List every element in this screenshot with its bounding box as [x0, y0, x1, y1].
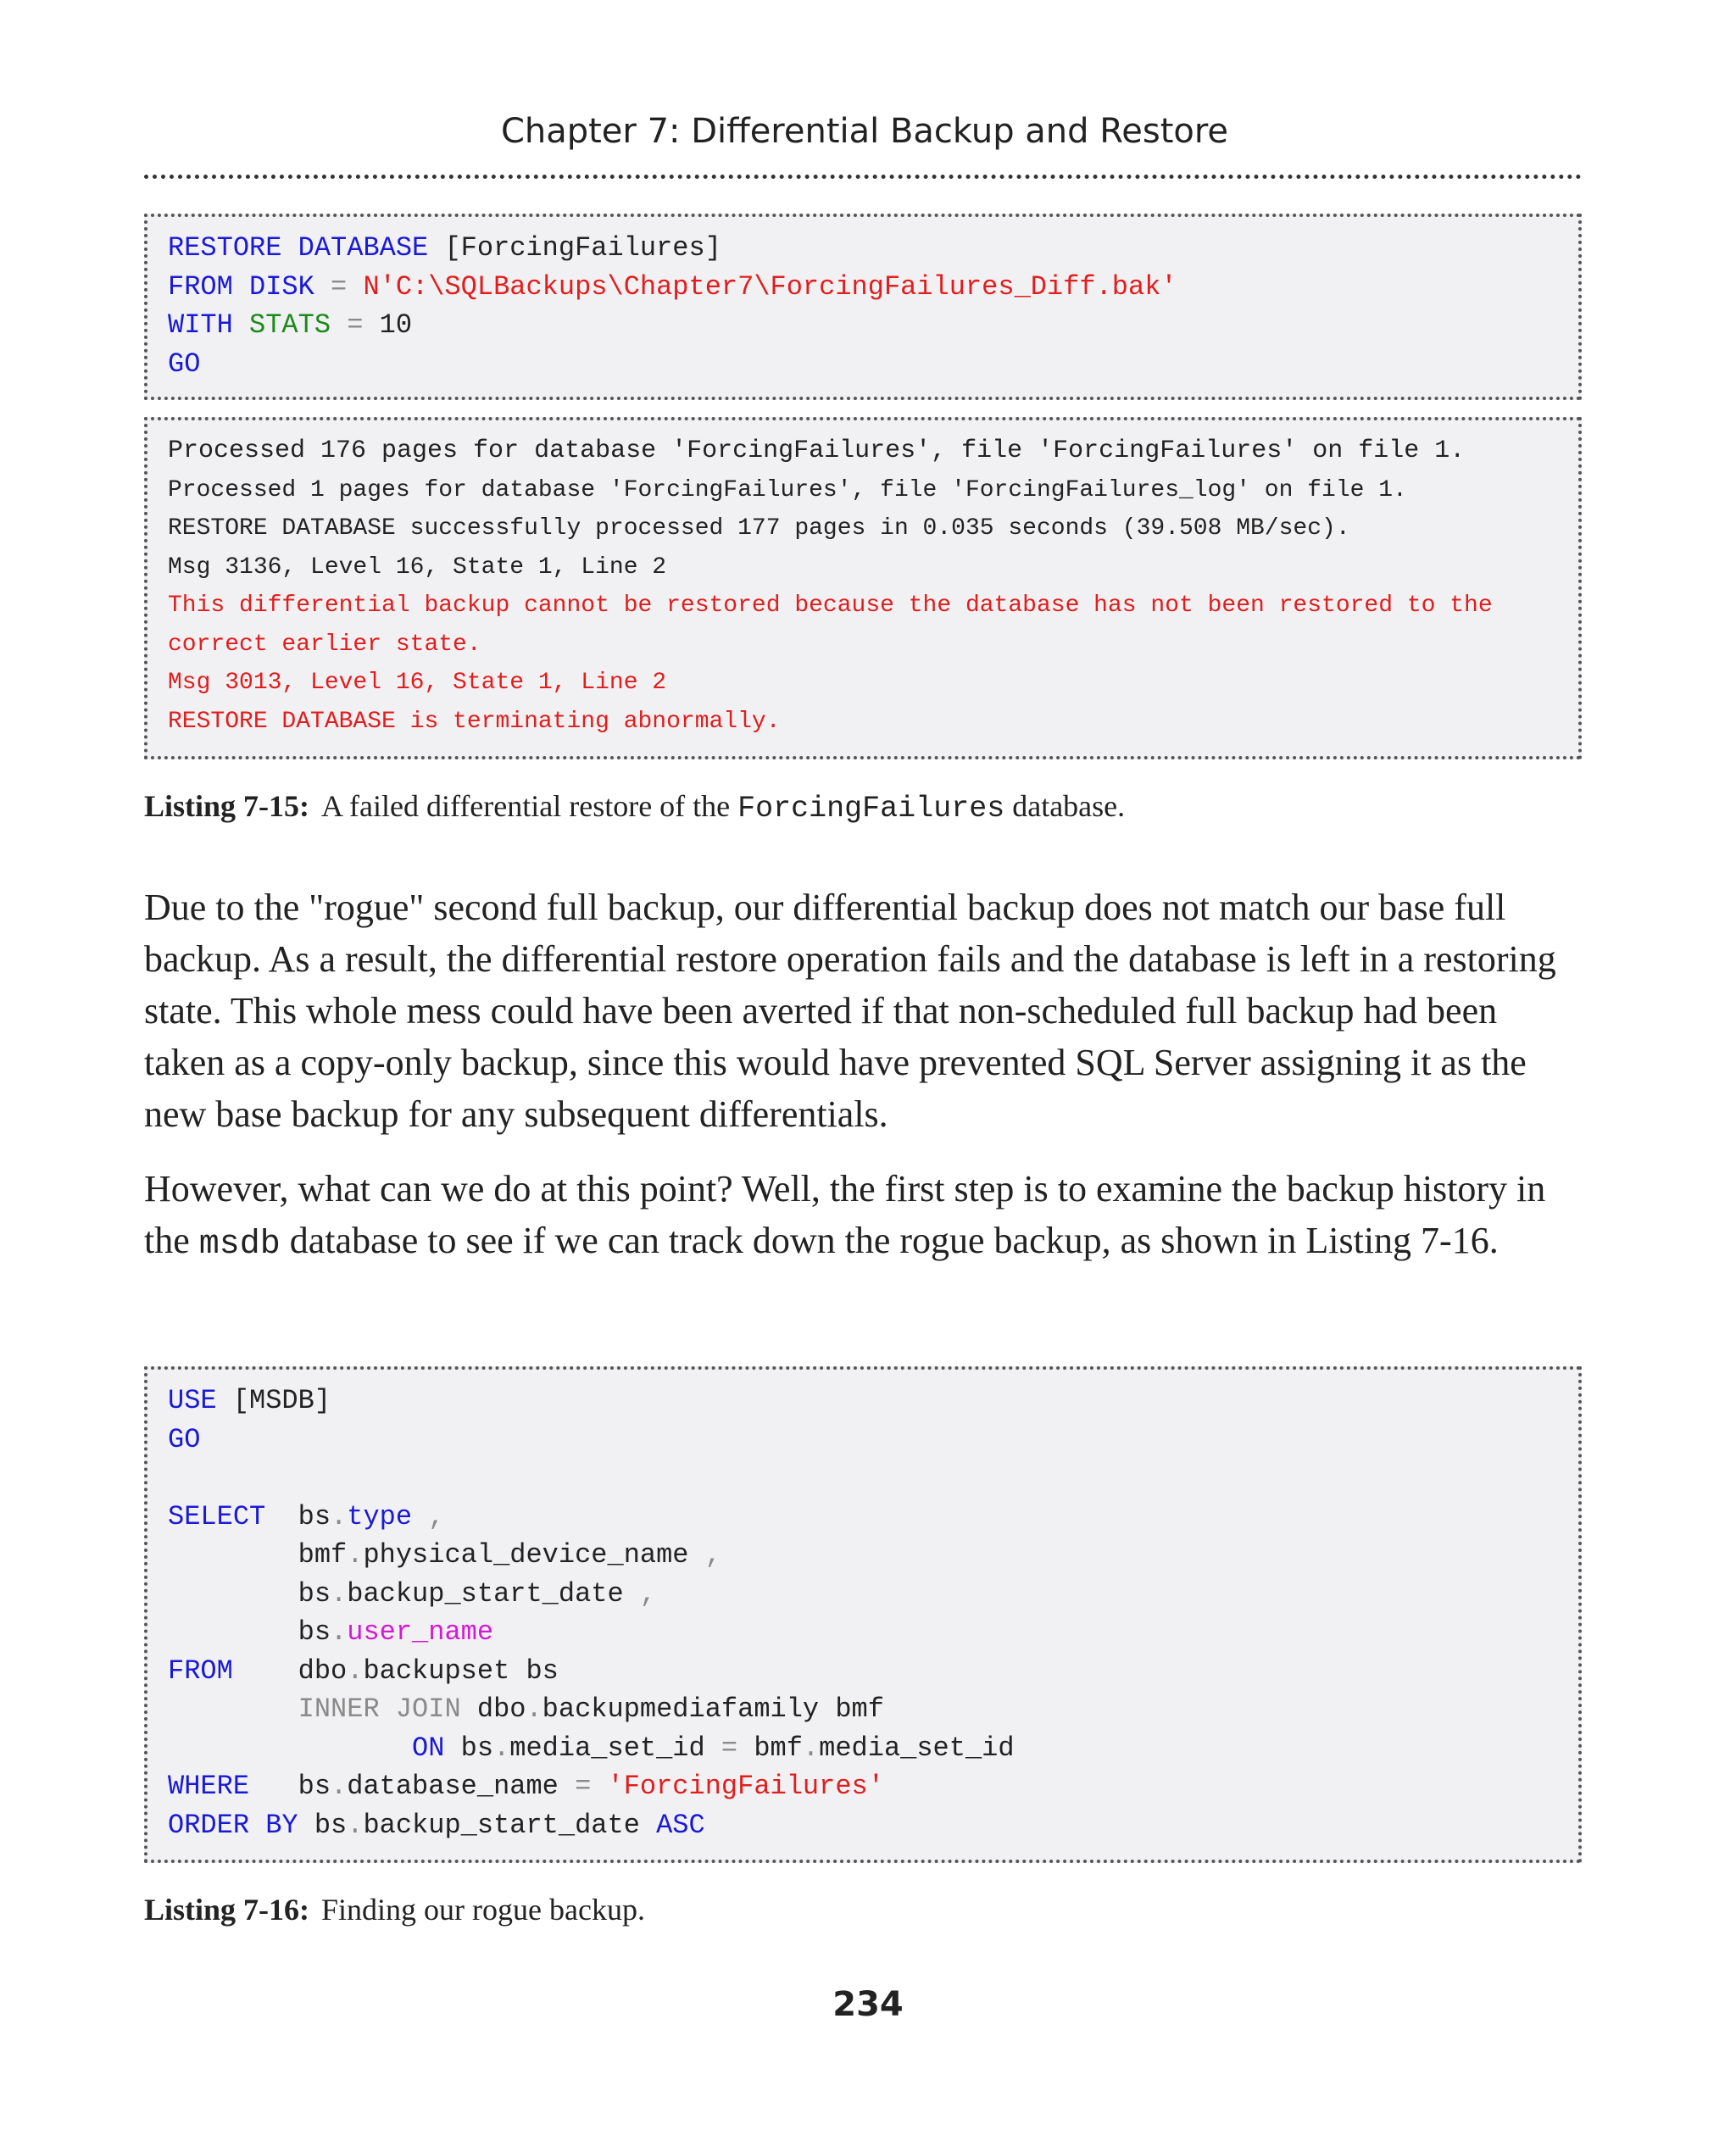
code-token: ,: [412, 1500, 445, 1532]
code-line: [168, 1536, 1578, 1575]
output-line: correct earlier state.: [168, 631, 481, 658]
code-line: [168, 1575, 1578, 1614]
output-line: This differential backup cannot be restored because the database has not been restored to the: [168, 592, 1493, 619]
code-line: [168, 1613, 1578, 1652]
code-token: bmf: [168, 1539, 348, 1571]
code-token: dbo: [460, 1693, 526, 1725]
inline-code: msdb: [198, 1226, 281, 1264]
code-token: [233, 309, 249, 341]
code-token: .: [347, 1809, 364, 1841]
body-paragraph-2: [144, 1163, 1585, 1271]
page-number: 234: [832, 1985, 904, 2024]
code-token: bs: [444, 1732, 494, 1764]
code-token: FROM DISK: [168, 270, 314, 303]
code-token: backup_start_date: [363, 1809, 640, 1841]
code-token: media_set_id: [509, 1732, 705, 1764]
code-token: ,: [688, 1539, 721, 1571]
code-token: [640, 1810, 656, 1841]
code-token: =: [314, 270, 364, 303]
code-line: [168, 268, 1578, 307]
code-token: GO: [168, 1423, 201, 1455]
code-token: database_name: [347, 1771, 559, 1802]
caption-text: Finding our rogue backup.: [321, 1893, 645, 1927]
code-token: ORDER BY: [168, 1809, 298, 1841]
paragraph-text: However, what can we do at this point? Well, the first step is to examine the backup history in the: [144, 1168, 1546, 1261]
code-token: .: [802, 1732, 820, 1764]
code-token: physical_device_name: [363, 1539, 689, 1571]
code-token: STATS: [249, 309, 331, 341]
code-line: [168, 306, 1578, 345]
code-token: bs: [168, 1577, 331, 1610]
listing-7-15-code-block: [144, 214, 1582, 400]
body-paragraph-1: Due to the "rogue" second full backup, our differential backup does not match our base full backup. As a result, the differential restore operation fails and the database is left in a restoring state. This whole mess could have been averted if that non-scheduled full backup had been taken as a copy-only backup, since this would have prevented SQL Server assigning it as the new base backup for any subsequent differentials.: [144, 887, 1556, 1135]
code-token: N'C:\SQLBackups\Chapter7\ForcingFailures_Diff.bak': [363, 270, 1177, 303]
code-token: 10: [379, 309, 413, 341]
code-token: RESTORE DATABASE: [168, 232, 429, 264]
code-line: [168, 1652, 1578, 1691]
code-token: =: [558, 1771, 608, 1802]
caption-label: Listing 7-16:: [144, 1893, 310, 1927]
header-divider: [144, 175, 1582, 179]
code-token: bs: [168, 1616, 331, 1648]
code-token: .: [347, 1539, 364, 1571]
page-header: Chapter 7: Differential Backup and Restore: [500, 112, 1229, 151]
code-token: backup_start_date: [347, 1577, 624, 1610]
listing-7-15-caption: [144, 788, 1125, 826]
code-token: GO: [168, 348, 201, 380]
code-line: [168, 1729, 1578, 1768]
listing-7-16-caption: [144, 1892, 645, 1927]
code-token: .: [493, 1732, 510, 1764]
code-token: .: [331, 1771, 348, 1802]
caption-text-end: database.: [1004, 789, 1126, 823]
code-token: backupset bs: [363, 1654, 559, 1687]
code-token: .: [331, 1616, 348, 1648]
code-token: =: [704, 1732, 754, 1764]
code-token: .: [347, 1654, 364, 1687]
code-token: bs: [265, 1500, 331, 1532]
code-token: [ForcingFailures]: [428, 232, 721, 264]
code-token: WITH: [168, 309, 233, 341]
code-token: bs: [249, 1771, 331, 1802]
code-token: bs: [298, 1809, 348, 1841]
code-token: .: [526, 1693, 542, 1725]
code-token: dbo: [232, 1654, 348, 1687]
code-line: [168, 1459, 1578, 1498]
caption-code: ForcingFailures: [737, 792, 1005, 826]
code-token: media_set_id: [819, 1732, 1015, 1764]
output-line: RESTORE DATABASE is terminating abnormally.: [168, 708, 781, 735]
code-token: ,: [623, 1577, 657, 1610]
code-line: [168, 1382, 1578, 1421]
output-line: Msg 3013, Level 16, State 1, Line 2: [168, 670, 667, 696]
caption-label: Listing 7-15:: [144, 789, 310, 823]
listing-7-16-code-block: [144, 1366, 1582, 1863]
code-token: SELECT: [168, 1500, 266, 1532]
code-line: [168, 1767, 1578, 1806]
code-token: .: [331, 1577, 348, 1610]
code-token: .: [331, 1500, 348, 1532]
output-line: RESTORE DATABASE successfully processed 177 pages in 0.035 seconds (39.508 MB/sec).: [168, 515, 1350, 542]
code-token: ON: [168, 1732, 445, 1764]
code-line: [168, 1498, 1578, 1537]
code-line: [168, 1421, 1578, 1460]
code-token: ASC: [656, 1809, 705, 1841]
code-line: [168, 1690, 1578, 1729]
code-token: INNER JOIN: [168, 1693, 461, 1725]
listing-7-15-output-block: [144, 417, 1582, 759]
code-token: [MSDB]: [216, 1385, 331, 1416]
caption-text: A failed differential restore of the: [321, 789, 738, 823]
code-token: WHERE: [168, 1771, 250, 1802]
code-token: user_name: [347, 1616, 494, 1648]
code-token: FROM: [168, 1654, 233, 1687]
code-token: type: [347, 1500, 413, 1532]
code-token: backupmediafamily bmf: [542, 1693, 884, 1725]
code-token: USE: [168, 1385, 217, 1416]
output-line: Processed 176 pages for database 'ForcingFailures', file 'ForcingFailures' on file 1.: [168, 437, 1466, 465]
paragraph-text-end: database to see if we can track down the rogue backup, as shown in Listing 7-16.: [280, 1220, 1499, 1261]
code-line: [168, 229, 1578, 268]
code-token: 'ForcingFailures': [607, 1771, 884, 1802]
output-line: Processed 1 pages for database 'ForcingFailures', file 'ForcingFailures_log' on file 1.: [168, 476, 1407, 503]
code-token: =: [331, 309, 380, 341]
code-line: [168, 345, 1578, 384]
code-line: [168, 1806, 1578, 1845]
output-line: Msg 3136, Level 16, State 1, Line 2: [168, 553, 667, 581]
code-token: bmf: [754, 1732, 803, 1764]
